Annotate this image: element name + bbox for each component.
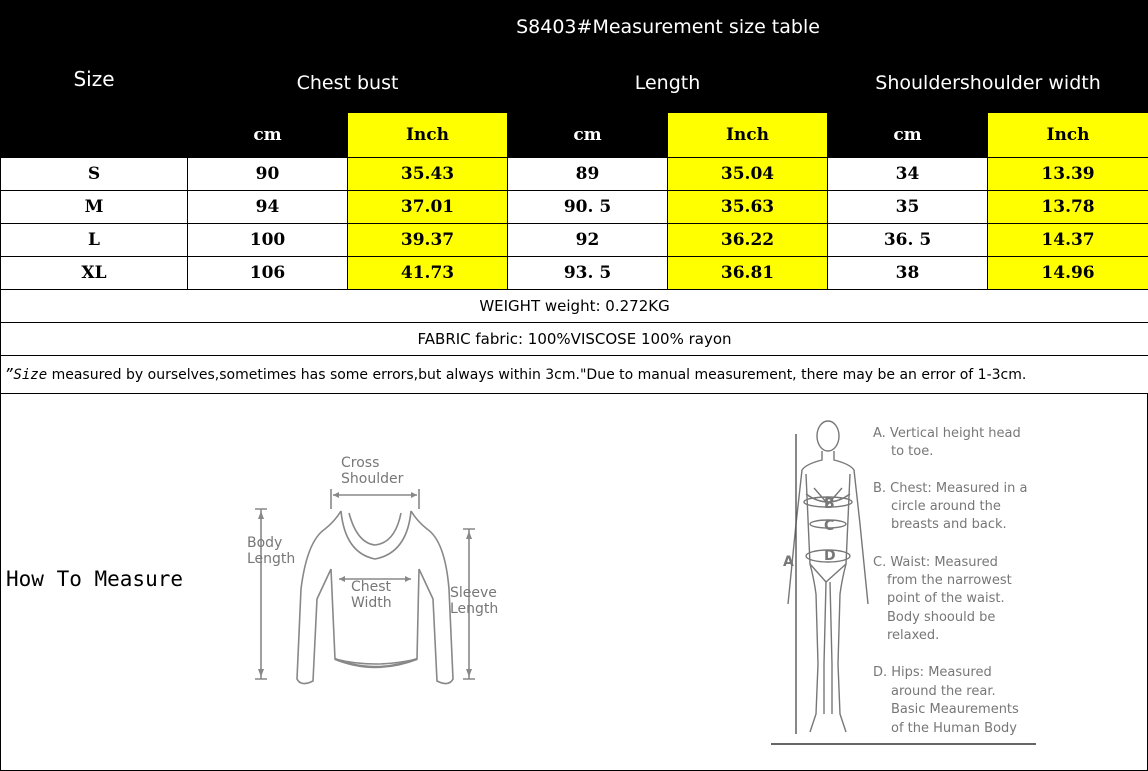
shoulder-inch-cell: 14.37 xyxy=(988,224,1148,257)
table-row xyxy=(1,224,1148,257)
chest-inch-cell: 41.73 xyxy=(348,257,508,290)
unit-inch-header: Inch xyxy=(988,113,1148,158)
size-cell: S xyxy=(1,158,188,191)
cross-shoulder-label-2: Shoulder xyxy=(341,471,404,487)
chest-cm-cell: 106 xyxy=(188,257,348,290)
table-title: S8403#Measurement size table xyxy=(188,1,1148,53)
note-d-line-1: D. Hips: Measured xyxy=(873,665,992,680)
sleeve-length-label-1: Sleeve xyxy=(450,585,497,601)
shoulder-inch-cell: 13.78 xyxy=(988,191,1148,224)
note-b-line-3: breasts and back. xyxy=(891,517,1007,532)
shoulder-cm-cell: 38 xyxy=(828,257,988,290)
size-cell: XL xyxy=(1,257,188,290)
note-d-line-3: Basic Meaurements xyxy=(891,702,1019,717)
body-measurement-figure xyxy=(766,414,1046,764)
length-cm-cell: 89 xyxy=(508,158,668,191)
size-cell: L xyxy=(1,224,188,257)
note-lead-text: ”Size xyxy=(5,366,48,383)
shoulder-inch-cell: 14.96 xyxy=(988,257,1148,290)
table-row xyxy=(1,191,1148,224)
chest-inch-cell: 39.37 xyxy=(348,224,508,257)
chest-cm-cell: 100 xyxy=(188,224,348,257)
note-a-line-2: to toe. xyxy=(891,444,934,459)
length-inch-cell: 36.81 xyxy=(668,257,828,290)
group-chest-header: Chest bust xyxy=(188,53,508,113)
weight-row xyxy=(1,290,1148,323)
unit-cm-header: cm xyxy=(828,113,988,158)
cross-shoulder-label-1: Cross xyxy=(341,455,380,471)
fabric-info: FABRIC fabric: 100%VISCOSE 100% rayon xyxy=(1,323,1148,356)
chest-cm-cell: 94 xyxy=(188,191,348,224)
unit-cm-header: cm xyxy=(508,113,668,158)
note-b-line-1: B. Chest: Measured in a xyxy=(873,481,1028,496)
note-d-line-2: around the rear. xyxy=(891,684,996,699)
letter-c: C xyxy=(824,518,835,534)
note-b-line-2: circle around the xyxy=(891,499,1001,514)
shoulder-cm-cell: 36. 5 xyxy=(828,224,988,257)
note-a-line-1: A. Vertical height head xyxy=(873,426,1021,441)
length-cm-cell: 93. 5 xyxy=(508,257,668,290)
unit-inch-header: Inch xyxy=(348,113,508,158)
weight-info: WEIGHT weight: 0.272KG xyxy=(1,290,1148,323)
chest-width-label-1: Chest xyxy=(351,579,392,595)
note-c-line-4: Body shoould be xyxy=(887,610,996,625)
group-length-header: Length xyxy=(508,53,828,113)
note-c-line-3: point of the waist. xyxy=(887,591,1005,606)
table-row xyxy=(1,257,1148,290)
how-to-measure-title: How To Measure xyxy=(6,567,184,591)
size-cell: M xyxy=(1,191,188,224)
chest-cm-cell: 90 xyxy=(188,158,348,191)
unit-inch-header: Inch xyxy=(668,113,828,158)
length-inch-cell: 35.63 xyxy=(668,191,828,224)
title-row xyxy=(1,1,1148,53)
note-d-line-4: of the Human Body xyxy=(891,721,1017,736)
size-header: Size xyxy=(1,1,188,158)
chest-width-label-2: Width xyxy=(351,595,392,611)
body-length-label-2: Length xyxy=(247,551,296,567)
chest-inch-cell: 35.43 xyxy=(348,158,508,191)
length-inch-cell: 35.04 xyxy=(668,158,828,191)
sweater-diagram xyxy=(241,449,511,689)
note-c-line-1: C. Waist: Measured xyxy=(873,555,998,570)
measurement-note xyxy=(1,356,1148,394)
shoulder-inch-cell: 13.39 xyxy=(988,158,1148,191)
table-row xyxy=(1,158,1148,191)
shoulder-cm-cell: 35 xyxy=(828,191,988,224)
note-c-line-2: from the narrowest xyxy=(887,573,1012,588)
chest-inch-cell: 37.01 xyxy=(348,191,508,224)
note-text: measured by ourselves,sometimes has some errors,but always within 3cm."Due to manual measurement, there may be an error of 1-3cm. xyxy=(47,366,1027,383)
how-to-measure-section xyxy=(0,393,1148,771)
unit-cm-header: cm xyxy=(188,113,348,158)
note-c-line-5: relaxed. xyxy=(887,628,940,643)
fabric-row xyxy=(1,323,1148,356)
group-shoulder-header: Shouldershoulder width xyxy=(828,53,1148,113)
length-cm-cell: 92 xyxy=(508,224,668,257)
sleeve-length-label-2: Length xyxy=(450,601,499,617)
length-cm-cell: 90. 5 xyxy=(508,191,668,224)
body-length-label-1: Body xyxy=(247,535,283,551)
shoulder-cm-cell: 34 xyxy=(828,158,988,191)
length-inch-cell: 36.22 xyxy=(668,224,828,257)
letter-a: A xyxy=(783,554,794,570)
measurement-notes xyxy=(873,426,1027,736)
letter-d: D xyxy=(824,548,836,564)
note-row xyxy=(1,356,1148,394)
letter-b: B xyxy=(824,496,835,512)
